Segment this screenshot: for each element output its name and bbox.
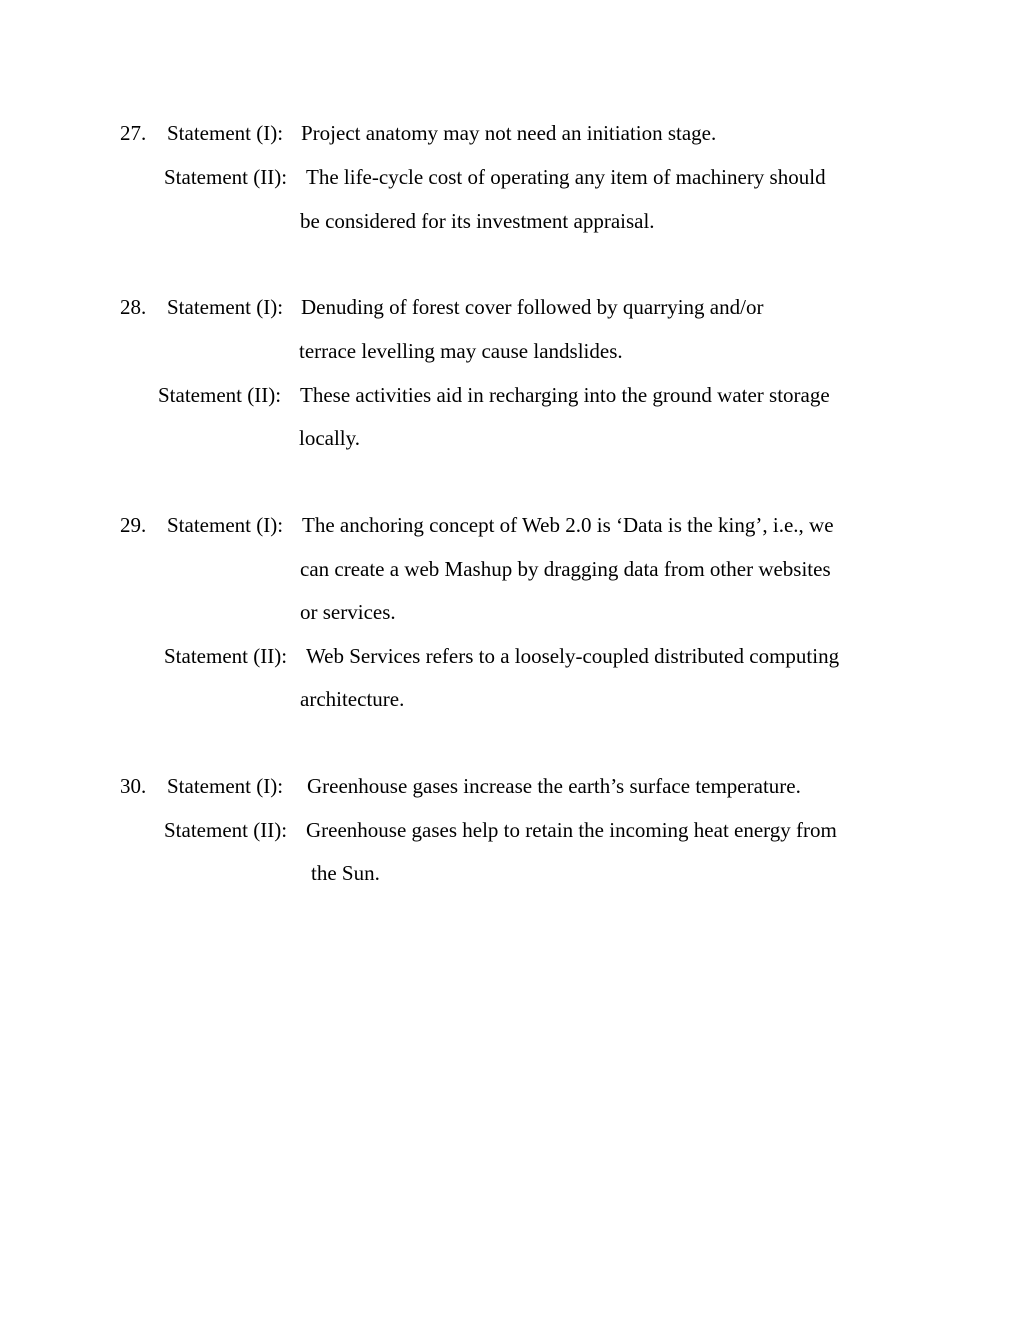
statement-2-text: locally. (299, 426, 361, 450)
statement-2-text: be considered for its investment appraisal. (300, 209, 655, 233)
statement-2-text: These activities aid in recharging into the ground water storage (300, 383, 830, 407)
statement-1-label: Statement (I): (167, 774, 284, 798)
statement-1-text: Project anatomy may not need an initiation stage. (301, 121, 717, 145)
statement-2-label: Statement (II): (164, 165, 288, 189)
statement-1-label: Statement (I): (167, 295, 284, 319)
statement-1-label: Statement (I): (167, 513, 284, 537)
statement-2-label: Statement (II): (164, 818, 288, 842)
statement-2-text: architecture. (300, 687, 405, 711)
question-number: 30. (120, 774, 147, 798)
statement-2-text: the Sun. (311, 861, 380, 885)
statement-2-text: Greenhouse gases help to retain the incoming heat energy from (306, 818, 837, 842)
statement-2-text: The life-cycle cost of operating any item of machinery should (306, 165, 826, 189)
statement-1-text: The anchoring concept of Web 2.0 is ‘Data is the king’, i.e., we (302, 513, 834, 537)
statement-1-label: Statement (I): (167, 121, 284, 145)
statement-1-text: Denuding of forest cover followed by quarrying and/or (301, 295, 764, 319)
statement-2-label: Statement (II): (164, 644, 288, 668)
question-number: 28. (120, 295, 147, 319)
question-number: 29. (120, 513, 147, 537)
statement-1-text: can create a web Mashup by dragging data from other websites (300, 557, 831, 581)
statement-1-text: Greenhouse gases increase the earth’s surface temperature. (307, 774, 801, 798)
statement-1-text: terrace levelling may cause landslides. (299, 339, 623, 363)
statement-1-text: or services. (300, 600, 396, 624)
question-number: 27. (120, 121, 147, 145)
statement-2-text: Web Services refers to a loosely-coupled distributed computing (306, 644, 840, 668)
statement-2-label: Statement (II): (158, 383, 282, 407)
